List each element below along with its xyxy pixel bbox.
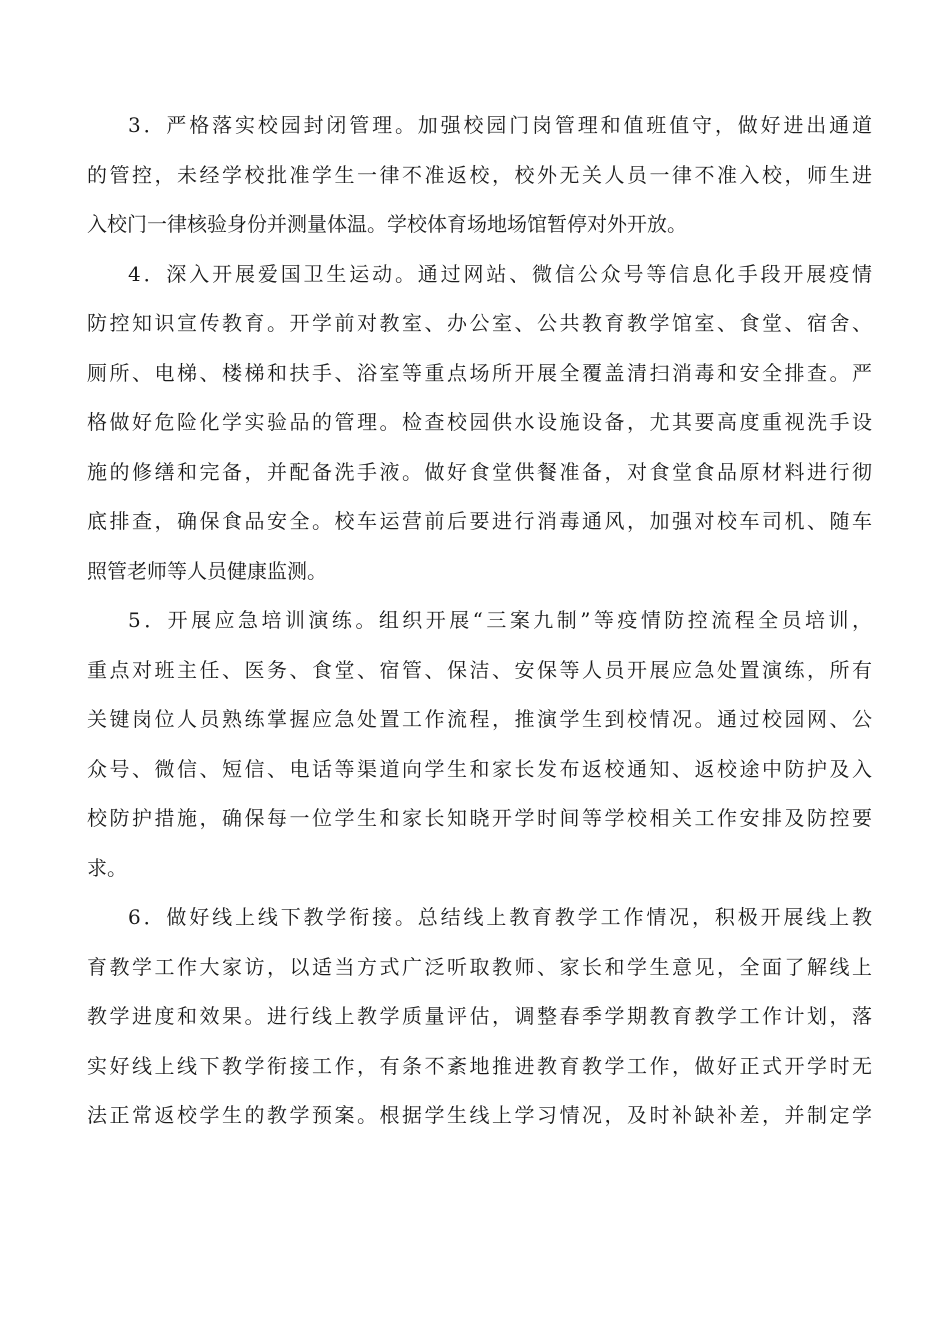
text-line: 厕所、电梯、楼梯和扶手、浴室等重点场所开展全覆盖清扫消毒和安全排查。严: [87, 360, 872, 385]
text-line: 底排查，确保食品安全。校车运营前后要进行消毒通风，加强对校车司机、随车: [87, 509, 872, 533]
text-line: 5．开展应急培训演练。组织开展“三案九制”等疫情防控流程全员培训，: [128, 608, 872, 632]
text-line: 众号、微信、短信、电话等渠道向学生和家长发布返校通知、返校途中防护及入: [87, 756, 872, 781]
text-line: 入校门一律核验身份并测量体温。学校体育场地场馆暂停对外开放。: [87, 212, 687, 236]
text-line: 格做好危险化学实验品的管理。检查校园供水设施设备，尤其要高度重视洗手设: [87, 410, 872, 434]
text-line: 育教学工作大家访，以适当方式广泛听取教师、家长和学生意见，全面了解线上: [87, 954, 872, 979]
paragraph-5-emergency-drills: [87, 596, 872, 893]
text-line: 校防护措施，确保每一位学生和家长知晓开学时间等学校相关工作安排及防控要: [87, 806, 872, 830]
paragraph-6-online-offline-teaching: [87, 893, 872, 1141]
text-line: 实好线上线下教学衔接工作，有条不紊地推进教育教学工作，做好正式开学时无: [87, 1053, 872, 1078]
text-line: 重点对班主任、医务、食堂、宿管、保洁、安保等人员开展应急处置演练，所有: [87, 657, 872, 682]
text-line: 教学进度和效果。进行线上教学质量评估，调整春季学期教育教学工作计划，落: [87, 1004, 872, 1028]
text-line: 法正常返校学生的教学预案。根据学生线上学习情况，及时补缺补差，并制定学: [87, 1103, 872, 1127]
text-line: 防控知识宣传教育。开学前对教室、办公室、公共教育教学馆室、食堂、宿舍、: [87, 311, 872, 335]
text-line: 求。: [87, 855, 127, 880]
text-line: 4．深入开展爱国卫生运动。通过网站、微信公众号等信息化手段开展疫情: [128, 261, 872, 286]
text-line: 3．严格落实校园封闭管理。加强校园门岗管理和值班值守，做好进出通道: [128, 113, 872, 137]
text-line: 关键岗位人员熟练掌握应急处置工作流程，推演学生到校情况。通过校园网、公: [87, 707, 872, 731]
paragraph-3-campus-closure: [87, 101, 872, 250]
paragraph-4-hygiene-campaign: [87, 250, 872, 597]
document-page: [87, 101, 872, 1141]
text-line: 的管控，未经学校批准学生一律不准返校，校外无关人员一律不准入校，师生进: [87, 162, 872, 187]
text-line: 施的修缮和完备，并配备洗手液。做好食堂供餐准备，对食堂食品原材料进行彻: [87, 459, 872, 484]
text-line: 6．做好线上线下教学衔接。总结线上教育教学工作情况，积极开展线上教: [128, 905, 872, 929]
text-line: 照管老师等人员健康监测。: [87, 558, 327, 583]
